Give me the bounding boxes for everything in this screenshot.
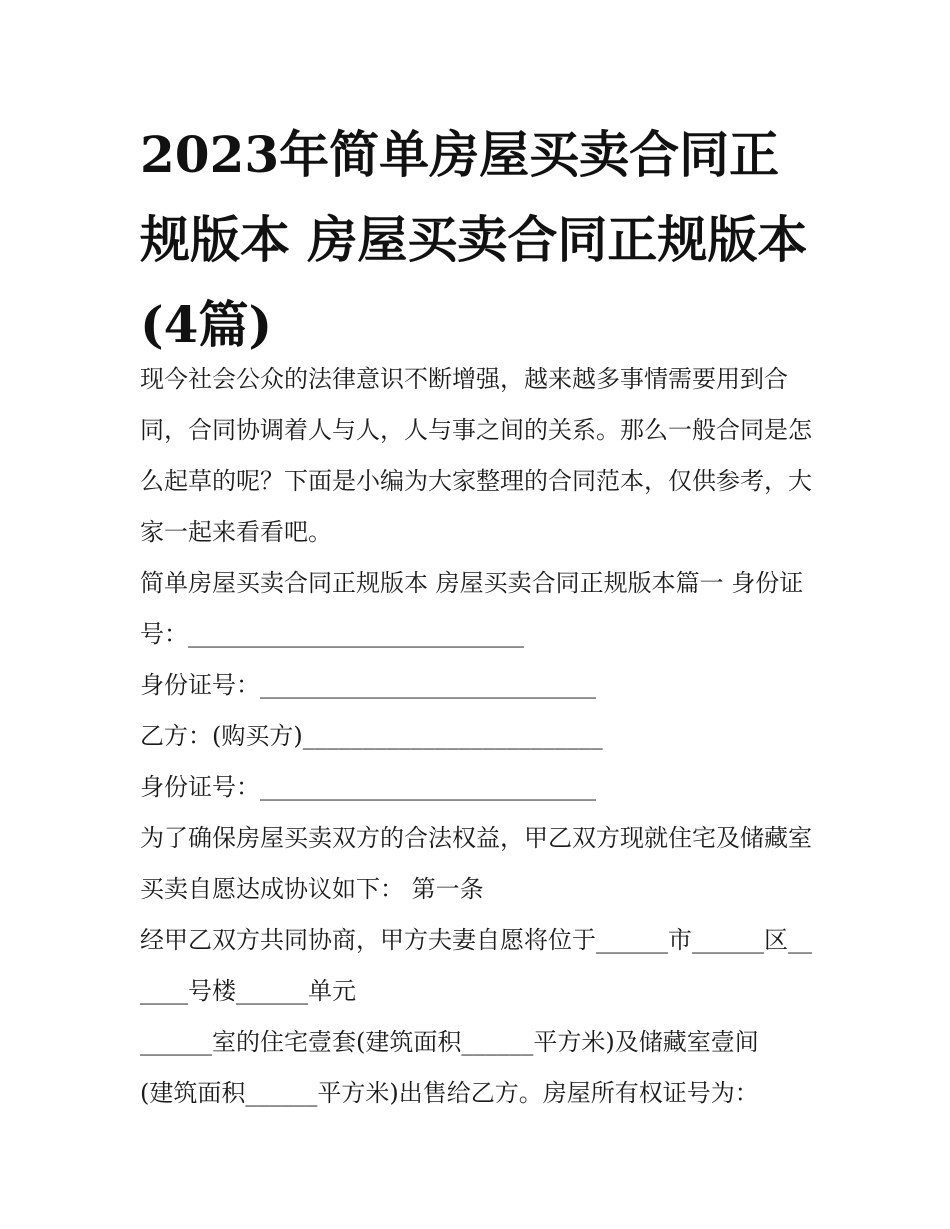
party-b-line: 乙方：(购买方)_________________________	[140, 722, 603, 750]
document-title: 2023年简单房屋买卖合同正规版本 房屋买卖合同正规版本(4篇)	[140, 125, 808, 354]
section-heading-paragraph: 简单房屋买卖合同正规版本 房屋买卖合同正规版本篇一 身份证号：____________________________	[140, 569, 804, 648]
intro-paragraph: 现今社会公众的法律意识不断增强，越来越多事情需要用到合同，合同协调着人与人，人与事之间的关系。那么一般合同是怎么起草的呢？下面是小编为大家整理的合同范本，仅供参考，大家一起来看看吧。	[140, 365, 812, 546]
agreement-paragraph: 为了确保房屋买卖双方的合法权益，甲乙双方现就住宅及储藏室买卖自愿达成协议如下： 第一条	[140, 824, 812, 903]
document-body	[140, 354, 820, 1119]
id-number-line: 身份证号：____________________________	[140, 773, 596, 801]
storage-area-paragraph: (建筑面积______平方米)出售给乙方。房屋所有权证号为：	[140, 1079, 759, 1107]
room-area-paragraph: ______室的住宅壹套(建筑面积______平方米)及储藏室壹间	[140, 1028, 759, 1056]
id-number-line: 身份证号：____________________________	[140, 671, 596, 699]
location-paragraph: 经甲乙双方共同协商，甲方夫妻自愿将位于______市______区______号楼______单元	[140, 926, 812, 1005]
